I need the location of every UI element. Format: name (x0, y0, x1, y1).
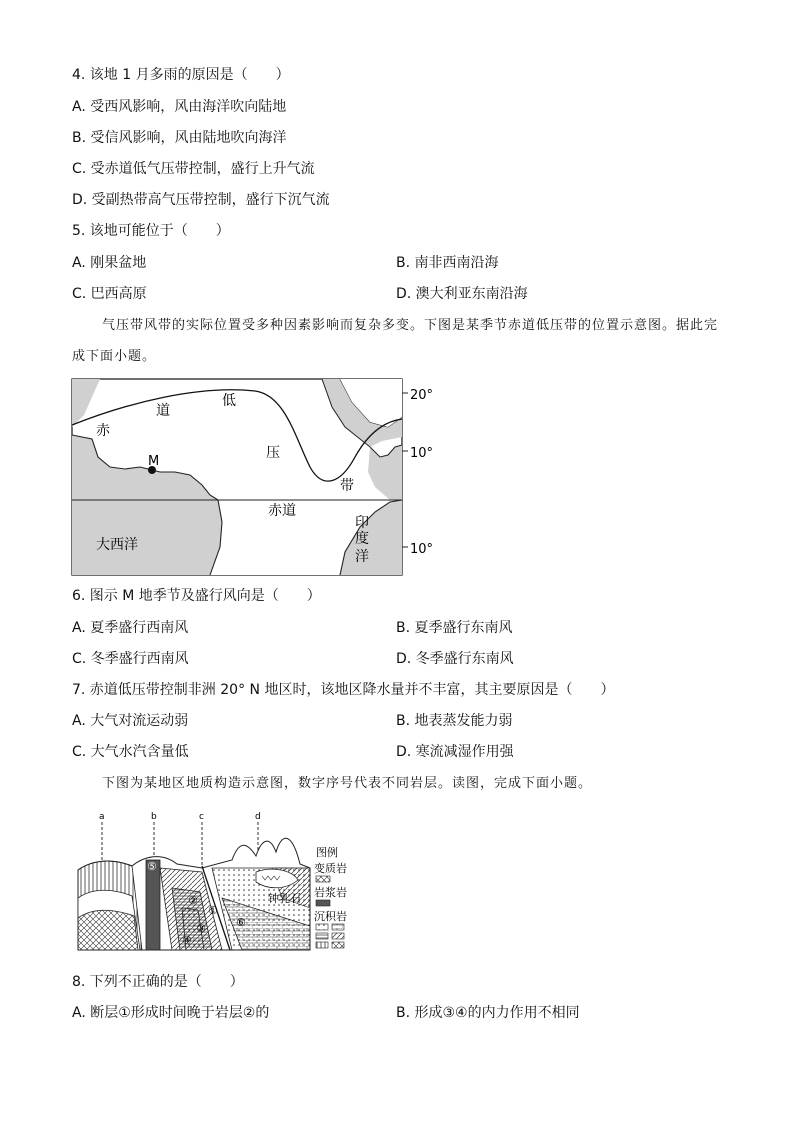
q6-option-d: D. 冬季盛行东南风 (396, 651, 514, 667)
q4-stem: 4. 该地 1 月多雨的原因是（ ） (72, 67, 290, 83)
q7-option-d: D. 寒流减湿作用强 (396, 744, 514, 760)
legend-metamorphic: 变质岩 (314, 862, 347, 875)
intro2-line1: 下图为某地区地质构造示意图，数字序号代表不同岩层。读图，完成下面小题。 (102, 776, 593, 791)
label-d: d (255, 812, 261, 822)
cave-label: 钟乳石 (268, 892, 301, 905)
q8-stem: 8. 下列不正确的是（ ） (72, 974, 244, 990)
lat-10s-label: 10° (410, 542, 434, 557)
q7-stem: 7. 赤道低压带控制非洲 20° N 地区时，该地区降水量并不丰富，其主要原因是（ ） (72, 682, 615, 698)
atlantic-label: 大西洋 (96, 537, 138, 553)
indian-char-3: 洋 (355, 549, 369, 565)
q8-option-b: B. 形成③④的内力作用不相同 (396, 1005, 580, 1021)
q6-option-c: C. 冬季盛行西南风 (72, 651, 189, 667)
legend-sedimentary: 沉积岩 (314, 910, 347, 923)
indian-char-1: 印 (355, 515, 369, 531)
belt-char-1: 赤 (96, 423, 110, 439)
belt-char-3: 低 (222, 393, 236, 409)
legend-igneous: 岩浆岩 (314, 886, 347, 899)
num-5: ⑤ (147, 860, 157, 873)
q4-option-a: A. 受西风影响，风由海洋吹向陆地 (72, 99, 287, 115)
label-c: c (199, 812, 204, 822)
geologic-structure-diagram (72, 808, 362, 958)
equatorial-low-map (70, 377, 434, 579)
num-3: ③ (196, 922, 206, 935)
q4-option-b: B. 受信风影响，风由陆地吹向海洋 (72, 130, 287, 146)
intro1-line2: 成下面小题。 (72, 349, 157, 364)
q7-option-b: B. 地表蒸发能力弱 (396, 713, 513, 729)
num-1: ① (208, 904, 218, 917)
q7-option-c: C. 大气水汽含量低 (72, 744, 189, 760)
intro1-line1: 气压带风带的实际位置受多种因素影响而复杂多变。下图是某季节赤道低压带的位置示意图。据此完 (102, 318, 719, 333)
q6-stem: 6. 图示 M 地季节及盛行风向是（ ） (72, 588, 321, 604)
belt-char-5: 带 (340, 478, 354, 494)
q5-option-b: B. 南非西南沿海 (396, 255, 499, 271)
num-6: ⑥ (236, 916, 246, 929)
label-a: a (99, 812, 105, 822)
equator-label: 赤道 (268, 503, 296, 519)
q6-option-a: A. 夏季盛行西南风 (72, 620, 189, 636)
q5-stem: 5. 该地可能位于（ ） (72, 223, 230, 239)
q7-option-a: A. 大气对流运动弱 (72, 713, 189, 729)
belt-char-2: 道 (156, 403, 170, 419)
indian-char-2: 度 (355, 531, 369, 547)
q6-option-b: B. 夏季盛行东南风 (396, 620, 513, 636)
belt-char-4: 压 (266, 445, 280, 461)
q8-option-a: A. 断层①形成时间晚于岩层②的 (72, 1005, 270, 1021)
q5-option-d: D. 澳大利亚东南沿海 (396, 286, 528, 302)
legend-title: 图例 (316, 846, 338, 859)
label-b: b (151, 812, 157, 822)
point-m-label: M (148, 454, 160, 469)
lat-10n-label: 10° (410, 446, 434, 461)
num-4: ④ (182, 934, 192, 947)
q5-option-c: C. 巴西高原 (72, 286, 147, 302)
num-2: ② (188, 894, 198, 907)
q5-option-a: A. 刚果盆地 (72, 255, 147, 271)
lat-20-label: 20° (410, 388, 434, 403)
q4-option-c: C. 受赤道低气压带控制，盛行上升气流 (72, 161, 315, 177)
q4-option-d: D. 受副热带高气压带控制，盛行下沉气流 (72, 192, 330, 208)
